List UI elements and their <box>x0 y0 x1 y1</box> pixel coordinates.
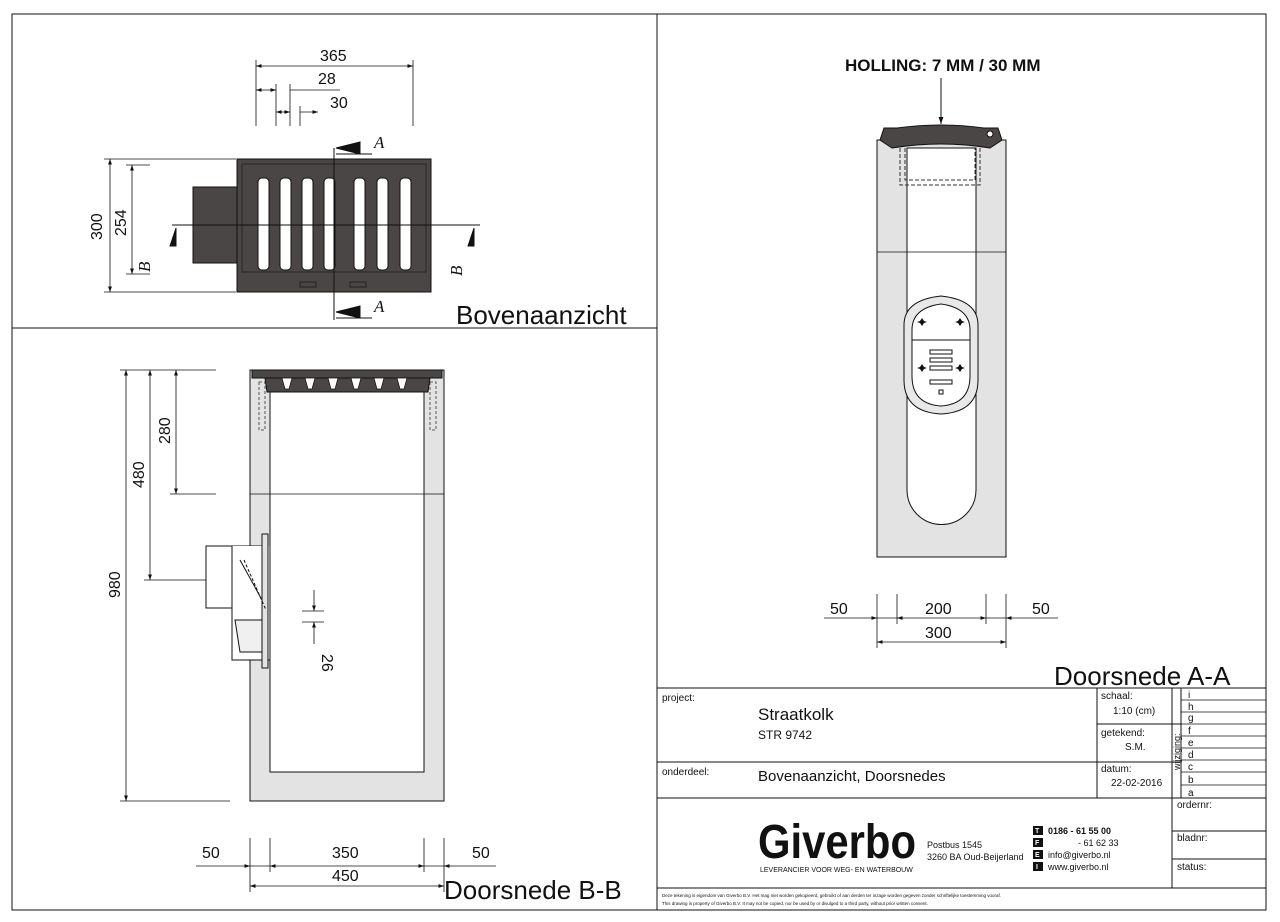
dim-top-slot-pitch: 28 <box>318 71 336 88</box>
dim-bb-wall-right: 50 <box>472 845 490 862</box>
dim-bb-total-depth: 980 <box>107 571 124 598</box>
dim-top-slot-gap: 30 <box>330 95 348 112</box>
concrete-body-bb <box>250 370 444 801</box>
scale-label: schaal: <box>1101 691 1133 702</box>
dim-bb-wall-left: 50 <box>202 845 220 862</box>
project-code: STR 9742 <box>758 728 813 742</box>
dim-bb-outer-width: 450 <box>332 868 359 885</box>
revision-c: c <box>1188 762 1193 773</box>
dim-top-width: 365 <box>320 48 347 65</box>
dim-top-height-outer: 300 <box>89 213 106 240</box>
scale-value: 1:10 (cm) <box>1113 706 1156 717</box>
company-email: info@giverbo.nl <box>1048 850 1111 860</box>
grate-section-bb <box>252 370 442 392</box>
revision-b: b <box>1188 775 1194 786</box>
revision-h: h <box>1188 702 1194 713</box>
dim-top-height-inner: 254 <box>113 209 130 236</box>
view-title-aa: Doorsnede A-A <box>1054 661 1231 691</box>
revision-letters <box>1188 690 1194 799</box>
side-outlet-bb <box>206 534 270 668</box>
disclaimer-en: This drawing is property of Giverbo B.V. It may not be copied, nor be used by or divulged to a third party, without prior written consent. <box>662 901 928 906</box>
revision-g: g <box>1188 713 1194 724</box>
phone-tag: T <box>1035 828 1040 835</box>
dim-bb-outlet-offset: 26 <box>318 654 335 672</box>
dim-aa-wall-right: 50 <box>1032 601 1050 618</box>
dim-bb-grate-depth: 280 <box>157 417 174 444</box>
company-address-2: 3260 BA Oud-Beijerland <box>927 852 1024 862</box>
status-label: status: <box>1177 862 1207 873</box>
company-phone: 0186 - 61 55 00 <box>1048 826 1112 836</box>
email-tag: E <box>1035 852 1040 859</box>
sheet-frame <box>12 14 1266 910</box>
outlet-face-aa <box>904 296 978 414</box>
section-label-b-left: B <box>135 261 154 272</box>
disclaimer-nl: Deze tekening is eigendom van Giverbo B.V. Het mag niet worden gekopieerd, gebruikt of aan derden ter inzage worden gegeven zonder schriftelijke toestemming vooraf. <box>662 893 1002 898</box>
revision-d: d <box>1188 750 1194 761</box>
part-label: onderdeel: <box>662 767 710 778</box>
date-label: datum: <box>1101 764 1132 775</box>
revision-e: e <box>1188 738 1194 749</box>
project-label: project: <box>662 693 695 704</box>
sheet-label: bladnr: <box>1177 833 1208 844</box>
project-name: Straatkolk <box>758 705 834 724</box>
section-label-b-right: B <box>447 265 466 276</box>
company-tagline: LEVERANCIER VOOR WEG- EN WATERBOUW <box>760 867 913 874</box>
section-label-a-top: A <box>374 133 385 152</box>
dim-bb-inner-width: 350 <box>332 845 359 862</box>
date-value: 22-02-2016 <box>1111 778 1163 789</box>
top-view <box>89 48 627 330</box>
view-title-top: Bovenaanzicht <box>456 300 627 330</box>
revision-i: i <box>1188 690 1191 701</box>
company-web: www.giverbo.nl <box>1048 862 1109 872</box>
title-block <box>657 688 1266 910</box>
revision-a: a <box>1188 788 1194 799</box>
dim-aa-outer-width: 300 <box>925 625 952 642</box>
section-bb <box>107 370 622 905</box>
dim-bb-outlet-depth: 480 <box>131 461 148 488</box>
section-label-a-bottom: A <box>374 297 385 316</box>
view-title-bb: Doorsnede B-B <box>444 875 622 905</box>
dim-aa-inner-width: 200 <box>925 601 952 618</box>
company-fax: - 61 62 33 <box>1078 838 1119 848</box>
section-aa <box>824 56 1231 691</box>
fax-tag: F <box>1035 840 1040 847</box>
company-address-1: Postbus 1545 <box>927 840 983 850</box>
dim-aa-wall-left: 50 <box>830 601 848 618</box>
web-tag: I <box>1036 864 1038 871</box>
drawn-value: S.M. <box>1125 742 1146 753</box>
revision-label: wijziging: <box>1172 733 1182 770</box>
slope-note: HOLLING: 7 MM / 30 MM <box>845 56 1041 75</box>
drawn-label: getekend: <box>1101 728 1145 739</box>
order-label: ordernr: <box>1177 800 1213 811</box>
part-value: Bovenaanzicht, Doorsnedes <box>758 768 946 785</box>
company-logo: Giverbo <box>758 816 916 869</box>
revision-f: f <box>1188 726 1191 737</box>
